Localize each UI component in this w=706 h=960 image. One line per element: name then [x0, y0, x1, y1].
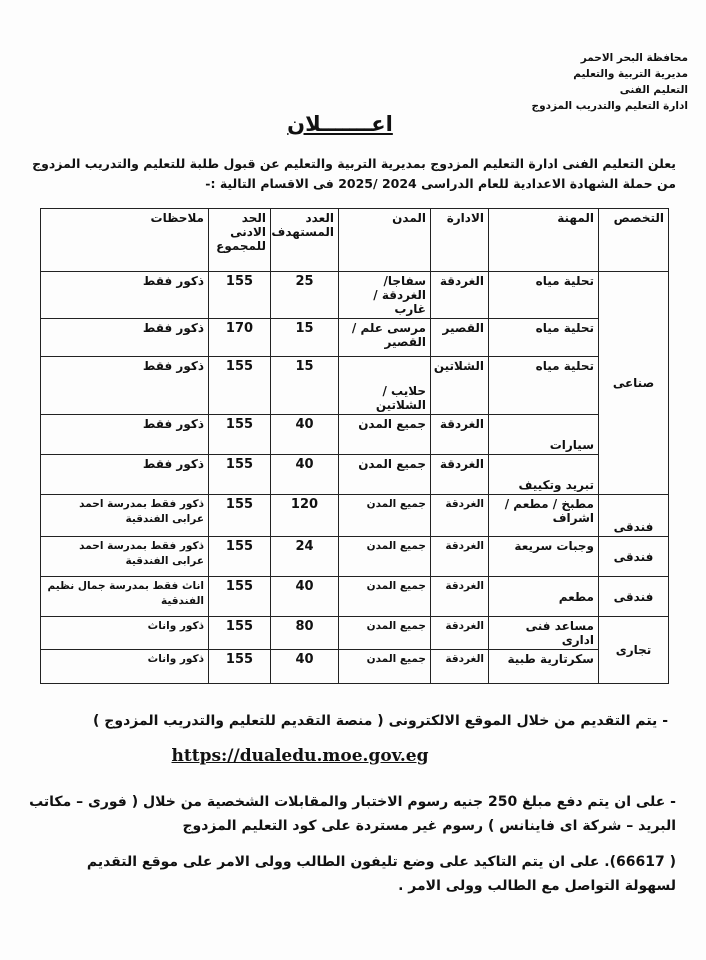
- table-row: [41, 577, 669, 617]
- cell-profession: تحلية مياه: [489, 357, 599, 415]
- cell-cities: مرسى علم /القصير: [339, 319, 431, 357]
- cell-notes: ذكور فقط: [41, 272, 209, 319]
- cell-administration: القصير: [431, 319, 489, 357]
- cell-notes: ذكور واناث: [41, 650, 209, 684]
- cell-target: 40: [271, 577, 339, 617]
- cell-target: 40: [271, 415, 339, 455]
- cell-notes: ذكور فقط بمدرسة احمد عرابى الفندقية: [41, 495, 209, 537]
- cell-cities: جميع المدن: [339, 537, 431, 577]
- header-cities: المدن: [339, 209, 431, 272]
- cell-cities: جميع المدن: [339, 415, 431, 455]
- cell-profession: تحلية مياه: [489, 272, 599, 319]
- table-row: [41, 415, 669, 455]
- cell-min-total: 170: [209, 319, 271, 357]
- cell-cities: جميع المدن: [339, 617, 431, 650]
- announcement-title: اعـــــــلان: [287, 112, 393, 136]
- cell-profession: مطبخ / مطعم /اشراف: [489, 495, 599, 537]
- fee-paragraph: - على ان يتم دفع مبلغ 250 جنيه رسوم الاختبار والمقابلات الشخصية من خلال ( فورى – مكاتب البريد – شركة اى فاينانس ) رسوم غير مستردة على كود التعليم المزدوج: [29, 794, 676, 834]
- cell-profession: وجبات سريعة: [489, 537, 599, 577]
- cell-min-total: 155: [209, 617, 271, 650]
- cell-administration: الغردقة: [431, 537, 489, 577]
- cell-min-total: 155: [209, 357, 271, 415]
- spec-commercial: تجارى: [599, 617, 669, 684]
- table-row: [41, 455, 669, 495]
- cell-min-total: 155: [209, 455, 271, 495]
- cell-min-total: 155: [209, 537, 271, 577]
- cell-notes: ذكور فقط: [41, 357, 209, 415]
- cell-notes: ذكور فقط: [41, 455, 209, 495]
- intro-paragraph: يعلن التعليم الفنى ادارة التعليم المزدوج بمديرية التربية والتعليم عن قبول طلبة للتعليم والتدريب المزدوج من حملة الشهادة الاعدادية للعام الدراسى 2024 /2025 فى الاقسام التالية :-: [32, 156, 676, 191]
- cell-administration: الغردقة: [431, 617, 489, 650]
- table-row: [41, 357, 669, 415]
- cell-cities: جميع المدن: [339, 495, 431, 537]
- cell-min-total: 155: [209, 495, 271, 537]
- cell-administration: الغردقة: [431, 272, 489, 319]
- table-header-row: [41, 209, 669, 272]
- header-notes: ملاحظات: [41, 209, 209, 272]
- cell-profession: مساعد فنى ادارى: [489, 617, 599, 650]
- cell-administration: الشلاتين: [431, 357, 489, 415]
- cell-profession: سيارات: [489, 415, 599, 455]
- cell-min-total: 155: [209, 272, 271, 319]
- cell-administration: الغردقة: [431, 650, 489, 684]
- cell-administration: الغردقة: [431, 415, 489, 455]
- cell-target: 15: [271, 319, 339, 357]
- cell-cities: جميع المدن: [339, 650, 431, 684]
- cell-target: 40: [271, 650, 339, 684]
- table-row: [41, 617, 669, 650]
- header-specialization: التخصص: [599, 209, 669, 272]
- cell-profession: تحلية مياه: [489, 319, 599, 357]
- cell-profession: سكرتارية طبية: [489, 650, 599, 684]
- header-line: التعليم الفنى: [619, 84, 688, 96]
- table-row: [41, 495, 669, 537]
- cell-cities: جميع المدن: [339, 577, 431, 617]
- cell-target: 40: [271, 455, 339, 495]
- cell-target: 120: [271, 495, 339, 537]
- cell-target: 25: [271, 272, 339, 319]
- spec-hotel: فندقى: [599, 537, 669, 577]
- cell-min-total: 155: [209, 650, 271, 684]
- spec-industrial: صناعى: [599, 272, 669, 495]
- cell-min-total: 155: [209, 415, 271, 455]
- spec-hotel: فندقى: [599, 495, 669, 537]
- cell-administration: الغردقة: [431, 577, 489, 617]
- table-row: [41, 272, 669, 319]
- cell-notes: اناث فقط بمدرسة جمال نظيم الفندقية: [41, 577, 209, 617]
- cell-notes: ذكور واناث: [41, 617, 209, 650]
- cell-administration: الغردقة: [431, 495, 489, 537]
- contact-paragraph: ( 66617). على ان يتم التاكيد على وضع تليفون الطالب وولى الامر على موقع التقديم لسهولة التواصل مع الطالب وولى الامر .: [86, 854, 676, 894]
- departments-table: [40, 208, 669, 684]
- header-target: العدد المستهدف: [271, 209, 339, 272]
- cell-notes: ذكور فقط: [41, 415, 209, 455]
- cell-notes: ذكور فقط: [41, 319, 209, 357]
- apply-url-link[interactable]: https://dualedu.moe.gov.eg: [171, 746, 429, 766]
- spec-hotel: فندقى: [599, 577, 669, 617]
- header-min-total: الحد الادنى للمجموع: [209, 209, 271, 272]
- cell-min-total: 155: [209, 577, 271, 617]
- header-profession: المهنة: [489, 209, 599, 272]
- apply-online-line: - يتم التقديم من خلال الموقع الالكترونى ( منصة التقديم للتعليم والتدريب المزدوج ): [93, 713, 668, 729]
- table-row: [41, 650, 669, 684]
- cell-target: 80: [271, 617, 339, 650]
- cell-notes: ذكور فقط بمدرسة احمد عرابى الفندقية: [41, 537, 209, 577]
- cell-cities: حلايب / الشلاتين: [339, 357, 431, 415]
- header-line: ادارة التعليم والتدريب المزدوج: [531, 100, 688, 112]
- cell-cities: جميع المدن: [339, 455, 431, 495]
- header-administration: الادارة: [431, 209, 489, 272]
- cell-target: 24: [271, 537, 339, 577]
- cell-administration: الغردقة: [431, 455, 489, 495]
- header-line: محافظة البحر الاحمر: [580, 52, 688, 64]
- table-row: [41, 537, 669, 577]
- header-line: مديرية التربية والتعليم: [573, 68, 688, 80]
- table-row: [41, 319, 669, 357]
- issuer-header: [458, 50, 688, 114]
- cell-profession: مطعم: [489, 577, 599, 617]
- cell-cities: سفاجا/ الغردقة /غارب: [339, 272, 431, 319]
- cell-profession: تبريد وتكييف: [489, 455, 599, 495]
- cell-target: 15: [271, 357, 339, 415]
